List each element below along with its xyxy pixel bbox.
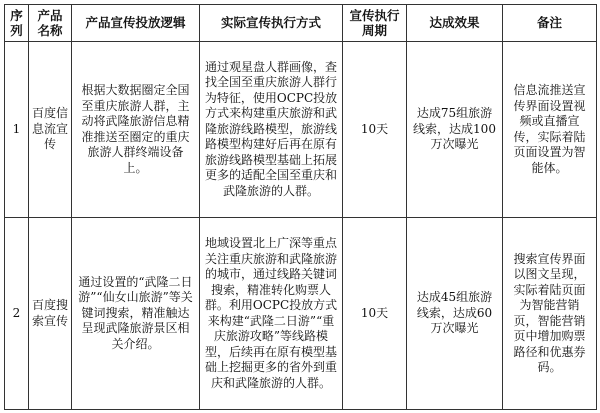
cell-product: 百度搜索宣传 [29, 218, 72, 410]
promotion-table [4, 4, 597, 410]
table-header-row [5, 5, 597, 42]
header-period: 宣传执行周期 [343, 5, 407, 42]
table-row [5, 42, 597, 218]
cell-method: 通过观星盘人群画像，查找全国至重庆旅游人群行为特征，使用OCPC投放方式来构建重庆旅游和武隆旅游线路模型，旅游线路模型构建好后再在原有旅游线路模型基础上拓展更多的适配全国至重庆和武隆旅游的人群。 [200, 42, 343, 218]
cell-index: 1 [5, 42, 29, 218]
cell-logic [72, 218, 200, 410]
cell-remark: 信息流推送宣传界面设置视频或直播宣传，实际着陆页面设置为智能体。 [503, 42, 597, 218]
cell-method: 地域设置北上广深等重点关注重庆旅游和武隆旅游的城市，通过线路关键词搜索，精准转化购票人群。利用OCPC投放方式来构建“武隆二日游”“重庆旅游攻略”等线路模型，后续再在原有模型基础上挖掘更多的省外到重庆和武隆旅游的人群。 [200, 218, 343, 410]
cell-period: 10天 [343, 42, 407, 218]
header-logic: 产品宣传投放逻辑 [72, 5, 200, 42]
header-index: 序列 [5, 5, 29, 42]
header-result: 达成效果 [407, 5, 503, 42]
header-product: 产品名称 [29, 5, 72, 42]
cell-logic-text: 根据大数据圈定全国至重庆旅游人群，主动将武隆旅游信息精准推送至圈定的重庆旅游人群终端设备上。 [81, 83, 190, 175]
cell-period: 10天 [343, 218, 407, 410]
header-method: 实际宣传执行方式 [200, 5, 343, 42]
cell-remark: 搜索宣传界面以图文呈现，实际着陆页面为智能营销页，智能营销页中增加购票路径和优惠券码。 [503, 218, 597, 410]
cell-product: 百度信息流宣传 [29, 42, 72, 218]
header-remark: 备注 [503, 5, 597, 42]
cell-result: 达成45组旅游线索，达成60万次曝光 [407, 218, 503, 410]
cell-logic-text: 通过设置的“武隆二日游”“仙女山旅游”等关键词搜索，精准触达呈现武隆旅游景区相关介绍。 [78, 274, 193, 351]
table-row [5, 218, 597, 410]
cell-index: 2 [5, 218, 29, 410]
cell-logic [72, 42, 200, 218]
cell-result: 达成75组旅游线索，达成100万次曝光 [407, 42, 503, 218]
